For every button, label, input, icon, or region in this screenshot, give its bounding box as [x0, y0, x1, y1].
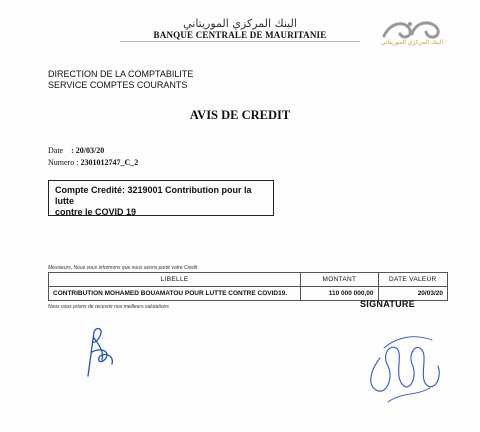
numero-label: Numero : [48, 158, 79, 167]
numero-row [48, 157, 138, 169]
signature-label: SIGNATURE [360, 299, 416, 309]
bank-name-arabic: البنك المركزي الموريتاني [183, 17, 297, 30]
date-label: Date [48, 146, 64, 155]
account-line-1: Compte Credité: 3219001 Contribution pour la lutte [55, 185, 252, 206]
intro-text: Messieurs, Nous vous informons que nous avons porté votre Credit [48, 265, 198, 271]
department-direction: DIRECTION DE LA COMPTABILITE [48, 69, 194, 79]
cell-libelle: CONTRIBUTION MOHAMED BOUAMATOU POUR LUTTE CONTRE COVID19. [49, 287, 301, 301]
numero-value: 2301012747_C_2 [80, 158, 139, 167]
closing-text: Nous vous prions de recevoir nos meilleurs salutations [48, 304, 169, 310]
account-line-2: contre le COVID 19 [55, 207, 137, 217]
bank-name-french: BANQUE CENTRALE DE MAURITANIE [153, 30, 327, 40]
credit-table [48, 272, 448, 301]
logo-caption: البنك المركزي الموريتاني [380, 39, 444, 46]
header-date-valeur: DATE VALEUR [378, 273, 447, 287]
date-value: : 20/03/20 [71, 146, 105, 155]
cell-montant: 110 000 000,00 [301, 287, 378, 301]
table-header-row [49, 273, 448, 287]
document-title: AVIS DE CREDIT [189, 108, 291, 122]
header-montant: MONTANT [301, 273, 378, 287]
header-divider [120, 41, 360, 42]
handwritten-initials [74, 322, 124, 382]
cell-date-valeur: 20/03/20 [378, 287, 447, 301]
document-meta [48, 145, 138, 169]
header-libelle: LIBELLE [49, 273, 301, 287]
account-credited-box [48, 180, 274, 216]
handwritten-signature [358, 318, 448, 408]
date-row [48, 145, 138, 157]
department-service: SERVICE COMPTES COURANTS [48, 80, 188, 90]
department-block [48, 69, 193, 91]
